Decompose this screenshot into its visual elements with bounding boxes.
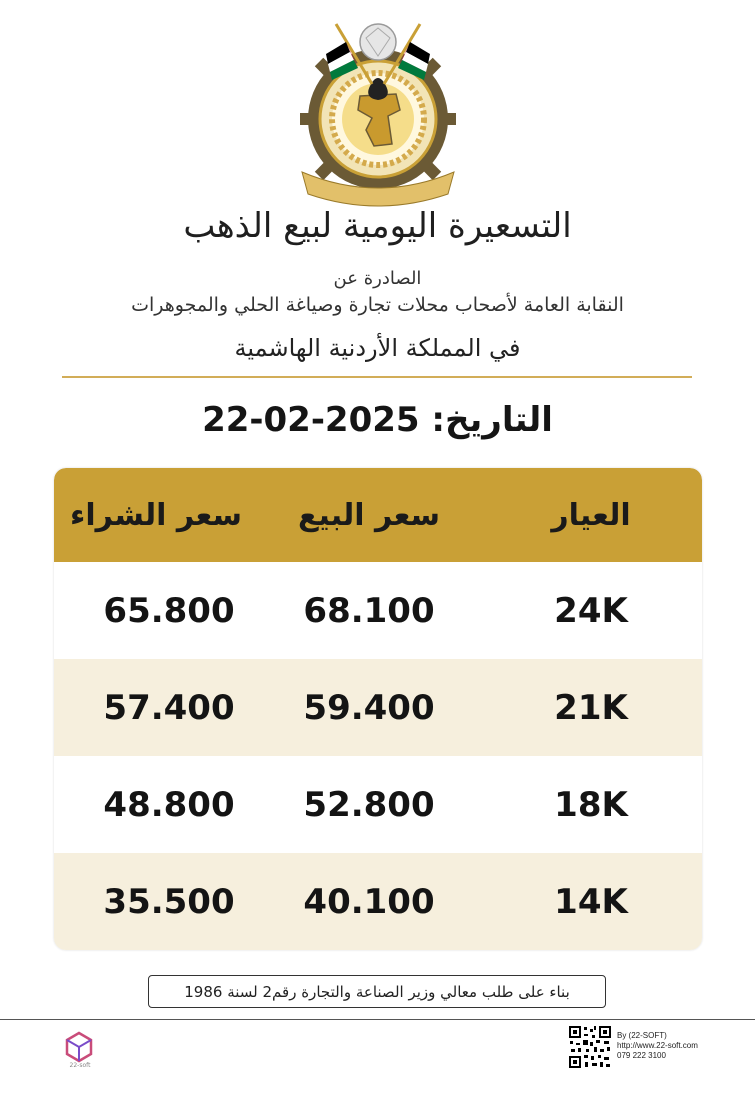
sell-price-cell: 40.100 <box>303 881 435 922</box>
22-soft-cube-icon <box>64 1030 94 1066</box>
buy-price-cell: 65.800 <box>103 590 235 631</box>
qr-code-icon[interactable] <box>568 1025 612 1069</box>
table-row <box>54 562 702 659</box>
page-title: التسعيرة اليومية لبيع الذهب <box>183 206 572 246</box>
header-sell: سعر البيع <box>297 497 441 533</box>
table-row <box>54 853 702 950</box>
header-karat: العيار <box>551 497 631 533</box>
union-name: النقابة العامة لأصحاب محلات تجارة وصياغة الحلي والمجوهرات <box>131 294 624 316</box>
credit-line-url[interactable]: http://www.22-soft.com <box>617 1041 698 1050</box>
sell-price-cell: 68.100 <box>303 590 435 631</box>
buy-price-cell: 35.500 <box>103 881 235 922</box>
legal-note: بناء على طلب معالي وزير الصناعة والتجارة رقم2 لسنة 1986 <box>148 975 606 1008</box>
header-buy: سعر الشراء <box>70 497 242 533</box>
small-logo-text: 22-soft <box>69 1062 91 1069</box>
date-value: 22-02-2025 <box>202 400 420 440</box>
divider <box>62 376 692 378</box>
date-label: التاريخ: <box>431 400 553 440</box>
table-header <box>54 468 702 562</box>
issued-by-label: الصادرة عن <box>333 268 422 289</box>
buy-price-cell: 57.400 <box>103 687 235 728</box>
diamond-icon <box>360 24 396 60</box>
kingdom-name: في المملكة الأردنية الهاشمية <box>234 334 521 362</box>
footer-divider <box>0 1019 755 1020</box>
karat-cell: 18K <box>554 784 628 825</box>
credit-line-company: By (22-SOFT) <box>617 1031 667 1040</box>
table-row <box>54 756 702 853</box>
buy-price-cell: 48.800 <box>103 784 235 825</box>
sell-price-cell: 59.400 <box>303 687 435 728</box>
credit-line-phone: 079 222 3100 <box>617 1051 666 1060</box>
karat-cell: 24K <box>554 590 628 631</box>
sell-price-cell: 52.800 <box>303 784 435 825</box>
price-table <box>54 468 702 950</box>
karat-cell: 14K <box>554 881 628 922</box>
table-row <box>54 659 702 756</box>
date-line <box>0 400 755 440</box>
karat-cell: 21K <box>554 687 628 728</box>
union-emblem-logo <box>288 14 468 210</box>
credits <box>617 1031 737 1061</box>
